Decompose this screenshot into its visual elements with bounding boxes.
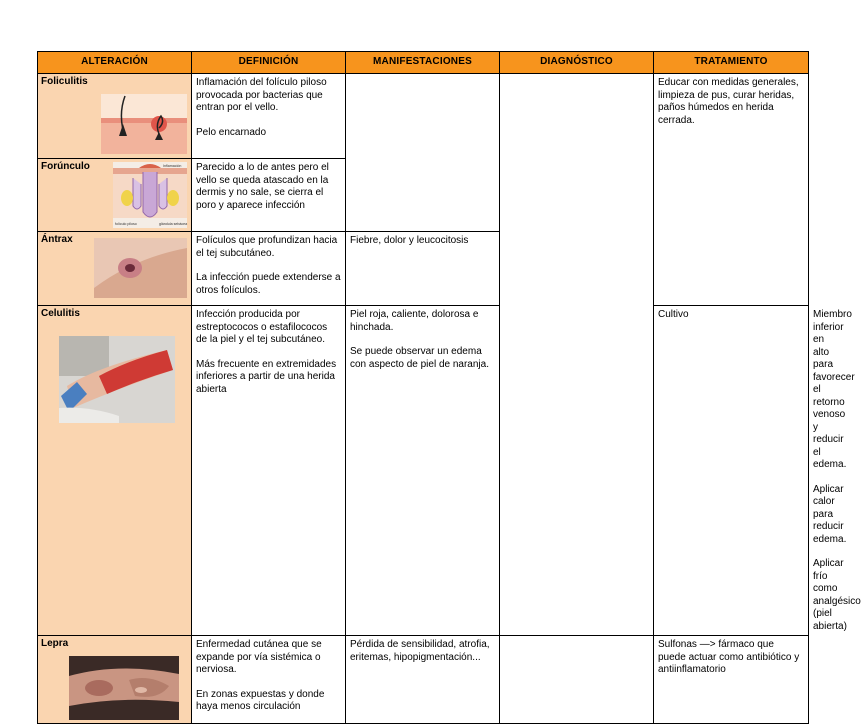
alteracion-cell	[38, 306, 192, 636]
cellulitis-leg-photo-icon	[59, 336, 175, 423]
tratamiento-text: Sulfonas —> fármaco que puede actuar como antibiótico y antiinflamatorio	[658, 639, 800, 675]
header-row	[38, 52, 809, 74]
tratamiento-cell	[654, 74, 809, 306]
diagnostico-cell	[500, 636, 654, 724]
definicion-text: Infección producida por estreptococos o estafilococos de la piel y el tej subcutáneo.	[196, 309, 328, 345]
diagram-label: glándula sebácea	[159, 222, 188, 226]
medical-table	[37, 51, 861, 724]
anthrax-lesion-photo-icon	[94, 238, 187, 298]
definicion-text: Pelo encarnado	[196, 126, 267, 138]
furuncle-diagram-icon	[113, 162, 187, 228]
definicion-cell	[192, 74, 346, 159]
definicion-cell	[192, 232, 346, 306]
alteracion-cell	[38, 636, 192, 724]
definicion-cell	[192, 636, 346, 724]
header-manifestaciones: MANIFESTACIONES	[346, 52, 500, 74]
alteracion-name: Ántrax	[41, 234, 73, 245]
manifestaciones-text: Pérdida de sensibilidad, atrofia, eritemas, hipopigmentación...	[350, 639, 490, 663]
hair-follicle-illustration-icon	[101, 94, 187, 154]
leprosy-arm-photo-icon	[69, 656, 179, 720]
alteracion-cell	[38, 159, 192, 232]
manifestaciones-text: Fiebre, dolor y leucocitosis	[350, 235, 469, 246]
header-diagnostico: DIAGNÓSTICO	[500, 52, 654, 74]
definicion-text: Más frecuente en extremidades inferiores a partir de una herida abierta	[196, 358, 337, 395]
alteracion-name: Lepra	[41, 638, 69, 649]
header-alteracion: ALTERACIÓN	[38, 52, 192, 74]
diagnostico-cell	[500, 74, 654, 636]
alteracion-cell	[38, 74, 192, 159]
diagram-label: Inflamación	[163, 164, 182, 168]
alteracion-name: Celulitis	[41, 308, 80, 319]
diagnostico-cell	[654, 306, 809, 636]
tratamiento-cell	[654, 636, 809, 724]
definicion-cell	[192, 306, 346, 636]
definicion-text: Enfermedad cutánea que se expande por vía sistémica o nerviosa.	[196, 639, 322, 675]
definicion-text: La infección puede extenderse a otros folículos.	[196, 272, 341, 296]
table-row	[38, 636, 809, 724]
manifestaciones-text: Se puede observar un edema con aspecto de piel de naranja.	[350, 346, 489, 370]
alteracion-cell	[38, 232, 192, 306]
header-definicion: DEFINICIÓN	[192, 52, 346, 74]
header-tratamiento: TRATAMIENTO	[654, 52, 809, 74]
definicion-text: Inflamación del folículo piloso provocada por bacterias que entran por el vello.	[196, 77, 327, 113]
definicion-text: Folículos que profundizan hacia el tej subcutáneo.	[196, 235, 338, 259]
manifestaciones-cell	[346, 74, 500, 232]
manifestaciones-cell	[346, 636, 500, 724]
manifestaciones-cell	[346, 306, 500, 636]
alteracion-name: Forúnculo	[41, 161, 90, 172]
diagnostico-text: Cultivo	[658, 309, 689, 320]
table-row	[38, 74, 809, 159]
diagram-label: folículo piloso	[115, 222, 137, 226]
tratamiento-text: Educar con medidas generales, limpieza de pus, curar heridas, paños húmedos en herida cerrada.	[658, 77, 799, 126]
definicion-text: Parecido a lo de antes pero el vello se queda atascado en la dermis y no sale, se cierra el poro y aparece infección	[196, 162, 329, 211]
alteracion-name: Foliculitis	[41, 76, 88, 87]
definicion-cell	[192, 159, 346, 232]
definicion-text: En zonas expuestas y donde haya menos circulación	[196, 688, 325, 712]
manifestaciones-text: Piel roja, caliente, dolorosa e hinchada.	[350, 309, 479, 333]
manifestaciones-cell	[346, 232, 500, 306]
table-row: Celulitis Infección producida por estreptococos o estafilococos de la piel y el tej subcutáneo. Más frecuente en extremidades inferiores a partir de una herida abierta Piel roja, caliente, dolorosa e hinchada. Se puede observar un edema con aspecto de piel de naranja. Cultivo Miembro inferior en alto para favorecer el retorno venoso y reducir el edema. Aplicar calor para reducir edema. Aplicar frío como analgésico (piel abierta)	[38, 306, 809, 636]
